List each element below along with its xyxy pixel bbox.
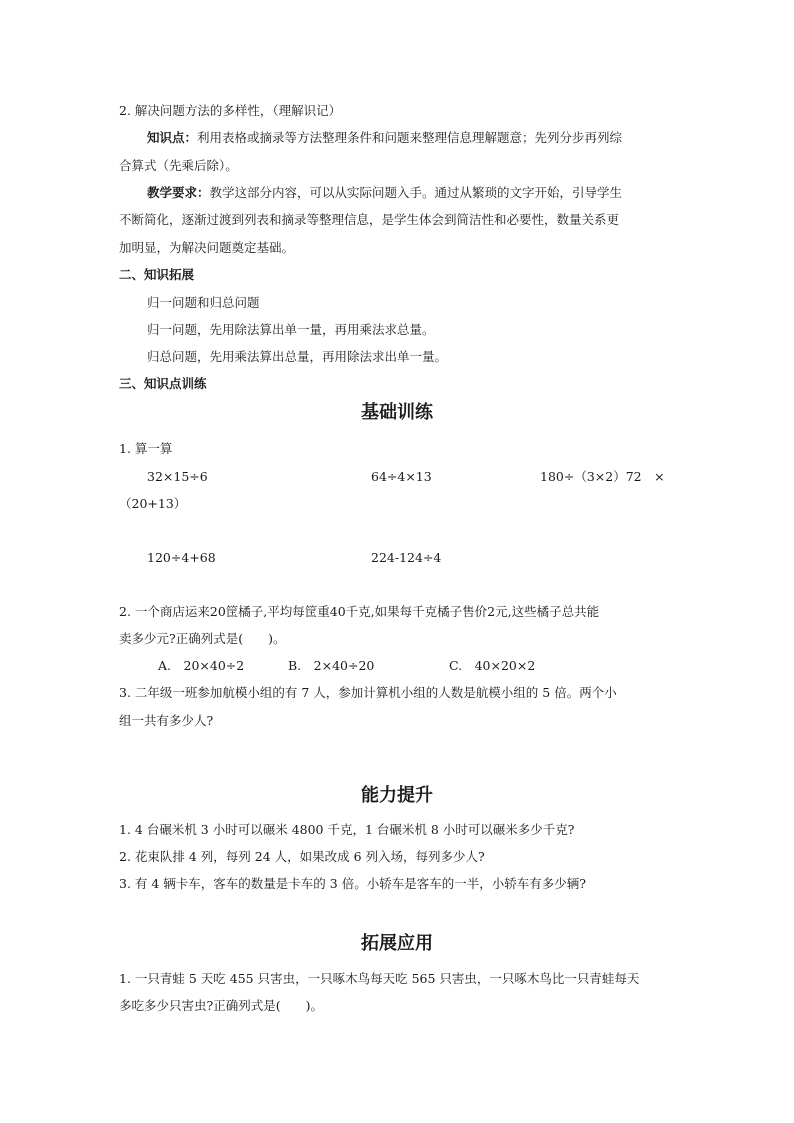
extension-line-1: 归一问题和归总问题 (147, 295, 260, 310)
ability-question-3: 3. 有 4 辆卡车，客车的数量是卡车的 3 倍。小轿车是客车的一半，小轿车有多少辆? (119, 876, 586, 891)
option-a: A. 20×40÷2 (158, 658, 245, 673)
application-question-1-line-1: 1. 一只青蛙 5 天吃 455 只害虫，一只啄木鸟每天吃 565 只害虫，一只啄木鸟比一只青蛙每天 (119, 971, 640, 986)
question-2-line-2: 卖多少元?正确列式是( )。 (119, 631, 286, 646)
teaching-requirement-line-1 (147, 187, 622, 200)
calc-question-label: 1. 算一算 (119, 441, 173, 456)
calc-expression-3: 180÷（3×2）72 × (540, 469, 665, 484)
option-b: B. 2×40÷20 (288, 658, 375, 673)
knowledge-point-line-2: 合算式（先乘后除）。 (119, 158, 238, 173)
ability-question-2: 2. 花束队排 4 列，每列 24 人，如果改成 6 列入场，每列多少人? (119, 849, 485, 864)
ability-question-1: 1. 4 台碾米机 3 小时可以碾米 4800 千克，1 台碾米机 8 小时可以碾米多少千克? (119, 822, 575, 837)
question-2-line-1: 2. 一个商店运来20筐橘子,平均每筐重40千克,如果每千克橘子售价2元,这些橘子总共能 (119, 604, 600, 619)
extension-line-3: 归总问题，先用乘法算出总量，再用除法求出单一量。 (147, 349, 448, 364)
option-c: C. 40×20×2 (449, 658, 536, 673)
teaching-requirement-text: 教学这部分内容，可以从实际问题入手。通过从繁琐的文字开始，引导学生 (209, 185, 623, 200)
ability-title: 能力提升 (361, 785, 433, 806)
calc-expression-2: 64÷4×13 (371, 469, 432, 484)
extension-line-2: 归一问题，先用除法算出单一量，再用乘法求总量。 (147, 322, 435, 337)
knowledge-point-line-1 (147, 132, 622, 145)
training-heading: 三、知识点训练 (119, 376, 207, 391)
question-3-line-1: 3. 二年级一班参加航模小组的有 7 人，参加计算机小组的人数是航模小组的 5 倍。两个小 (119, 685, 617, 700)
basic-training-title: 基础训练 (361, 402, 433, 423)
knowledge-point-text: 利用表格或摘录等方法整理条件和问题来整理信息理解题意；先列分步再列综 (197, 130, 623, 145)
teaching-requirement-line-3: 加明显，为解决问题奠定基础。 (119, 240, 295, 255)
application-title: 拓展应用 (361, 933, 433, 954)
question-3-line-2: 组一共有多少人? (119, 713, 214, 728)
teaching-requirement-line-2: 不断简化，逐渐过渡到列表和摘录等整理信息，是学生体会到简洁性和必要性，数量关系更 (119, 212, 620, 227)
extension-heading: 二、知识拓展 (119, 267, 195, 282)
knowledge-point-label: 知识点： (147, 130, 198, 145)
calc-expression-5: 224-124÷4 (371, 550, 442, 565)
calc-expression-1: 32×15÷6 (147, 469, 208, 484)
section-title: 2. 解决问题方法的多样性，（理解识记） (119, 103, 342, 118)
calc-expression-4: 120÷4+68 (147, 550, 216, 565)
teaching-requirement-label: 教学要求： (147, 185, 210, 200)
calc-expression-3-continued: （20+13） (119, 496, 187, 511)
application-question-1-line-2: 多吃多少只害虫?正确列式是( )。 (119, 998, 323, 1013)
